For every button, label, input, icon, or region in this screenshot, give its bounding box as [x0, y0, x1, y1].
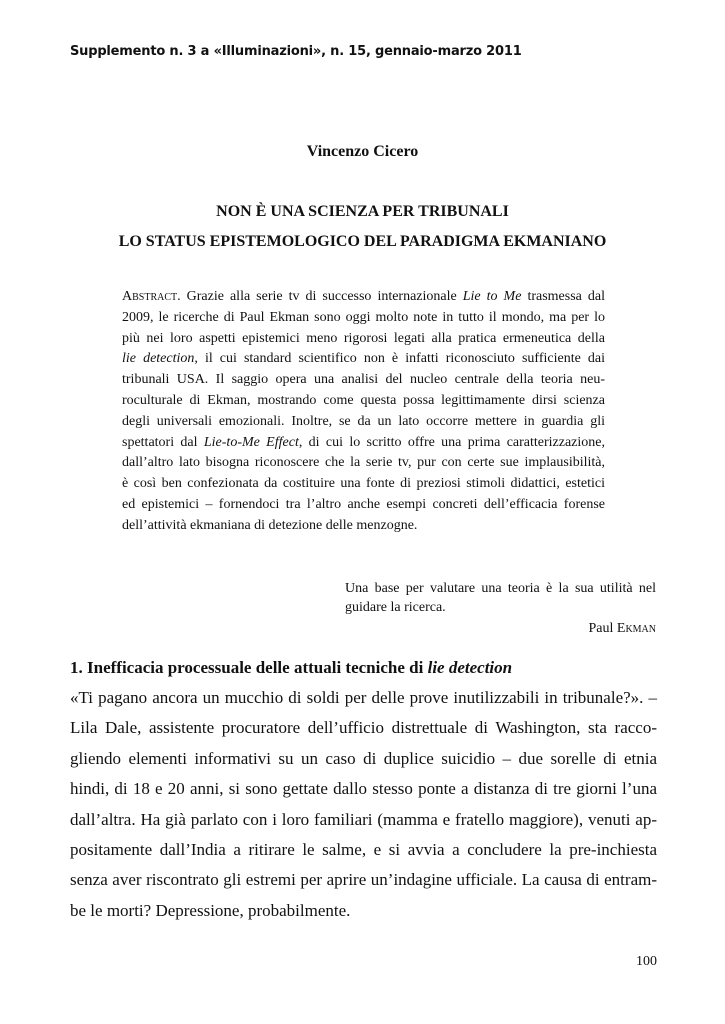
abstract-text: , di cui lo scritto offre una prima caratterizzazione, — [298, 434, 606, 450]
page-number: 100 — [636, 954, 657, 969]
body-line: Lila Dale, assistente procuratore dell’ufficio distrettuale di Washington, sta racco- — [70, 718, 657, 738]
abstract — [122, 287, 605, 537]
abstract-italic-text: lie detection — [122, 351, 195, 367]
abstract-text: dall’altro lato bisogna riconoscere che la serie tv, pur con certe sue implausibilità, — [122, 455, 605, 471]
abstract-line — [122, 516, 605, 537]
abstract-text: ed epistemici – fornendoci tra l’altro anche esempi concreti dell’efficacia forense — [122, 496, 605, 512]
epigraph-line: Una base per valutare una teoria è la sua utilità nel — [345, 581, 656, 596]
abstract-line — [122, 329, 605, 350]
attribution-last-name: Ekman — [616, 621, 656, 636]
abstract-line — [122, 391, 605, 412]
abstract-line — [122, 453, 605, 474]
body-line: hindi, di 18 e 20 anni, si sono gettate dallo stesso ponte a distanza di tre giorni l’una — [70, 779, 657, 799]
running-head: Supplemento n. 3 a «Illuminazioni», n. 15, gennaio-marzo 2011 — [70, 44, 522, 59]
abstract-text: , il cui standard scientifico non è infatti riconosciuto sufficiente dai — [194, 351, 605, 367]
abstract-line — [122, 474, 605, 495]
attribution-first-name: Paul — [588, 621, 617, 636]
abstract-text: . Grazie alla serie tv di successo internazionale — [177, 289, 463, 304]
abstract-text: 2009, le ricerche di Paul Ekman sono oggi molto note in tutto il mondo, ma per lo — [122, 309, 605, 325]
article-title-line-1: NON È UNA SCIENZA PER TRIBUNALI — [216, 203, 509, 220]
abstract-italic-text: Lie-to-Me Effect — [203, 434, 299, 450]
section-heading — [70, 658, 512, 678]
abstract-text: più nei loro aspetti epistemici meno rigorosi legati alla pratica ermeneutica della — [122, 330, 605, 346]
abstract-line — [122, 287, 605, 308]
abstract-line — [122, 308, 605, 329]
body-line: be le morti? Depressione, probabilmente. — [70, 900, 351, 920]
body-line: «Ti pagano ancora un mucchio di soldi per delle prove inutilizzabili in tribunale?». – — [70, 688, 657, 707]
abstract-text: tribunali USA. Il saggio opera una analisi del nucleo centrale della teoria neu- — [122, 372, 605, 388]
abstract-text: è così ben confezionata da costituire una fonte di preziosi stimoli didattici, estetici — [122, 476, 605, 492]
abstract-line — [122, 349, 605, 370]
epigraph — [345, 579, 656, 638]
abstract-italic-text: Lie to Me — [462, 289, 522, 304]
abstract-text: degli universali emozionali. Inoltre, se da un lato occorre mettere in guardia gli — [122, 413, 605, 429]
abstract-text: roculturale di Ekman, mostrando come questa possa legittimamente dirsi scienza — [122, 392, 605, 408]
epigraph-attribution — [345, 619, 656, 638]
abstract-line — [122, 495, 605, 516]
abstract-label: Abstract — [122, 289, 178, 304]
abstract-text: spettatori dal — [122, 434, 204, 450]
article-title-line-2: LO STATUS EPISTEMOLOGICO DEL PARADIGMA EKMANIANO — [118, 233, 607, 250]
abstract-text: dell’attività ekmaniana di detezione delle menzogne. — [122, 517, 418, 533]
section-heading-italic: lie detection — [427, 658, 513, 677]
section-heading-text: 1. Inefficacia processuale delle attuali tecniche di — [70, 658, 428, 677]
body-paragraph — [70, 683, 657, 926]
body-line: dall’altra. Ha già parlato con i loro familiari (mamma e fratello maggiore), venuti ap- — [70, 809, 657, 829]
abstract-line — [122, 412, 605, 433]
abstract-line — [122, 370, 605, 391]
abstract-text: trasmessa dal — [521, 289, 605, 304]
body-line: gliendo elementi informativi su un caso di duplice suicidio – due sorelle di etnia — [70, 748, 657, 768]
epigraph-line: guidare la ricerca. — [345, 600, 446, 615]
author-name: Vincenzo Cicero — [306, 143, 419, 160]
body-line: positamente dall’India a ritirare le salme, e si avvia a concludere la pre-inchiesta — [70, 840, 657, 860]
body-line: senza aver riscontrato gli estremi per aprire un’indagine ufficiale. La causa di entram- — [70, 870, 657, 890]
abstract-line — [122, 433, 605, 454]
